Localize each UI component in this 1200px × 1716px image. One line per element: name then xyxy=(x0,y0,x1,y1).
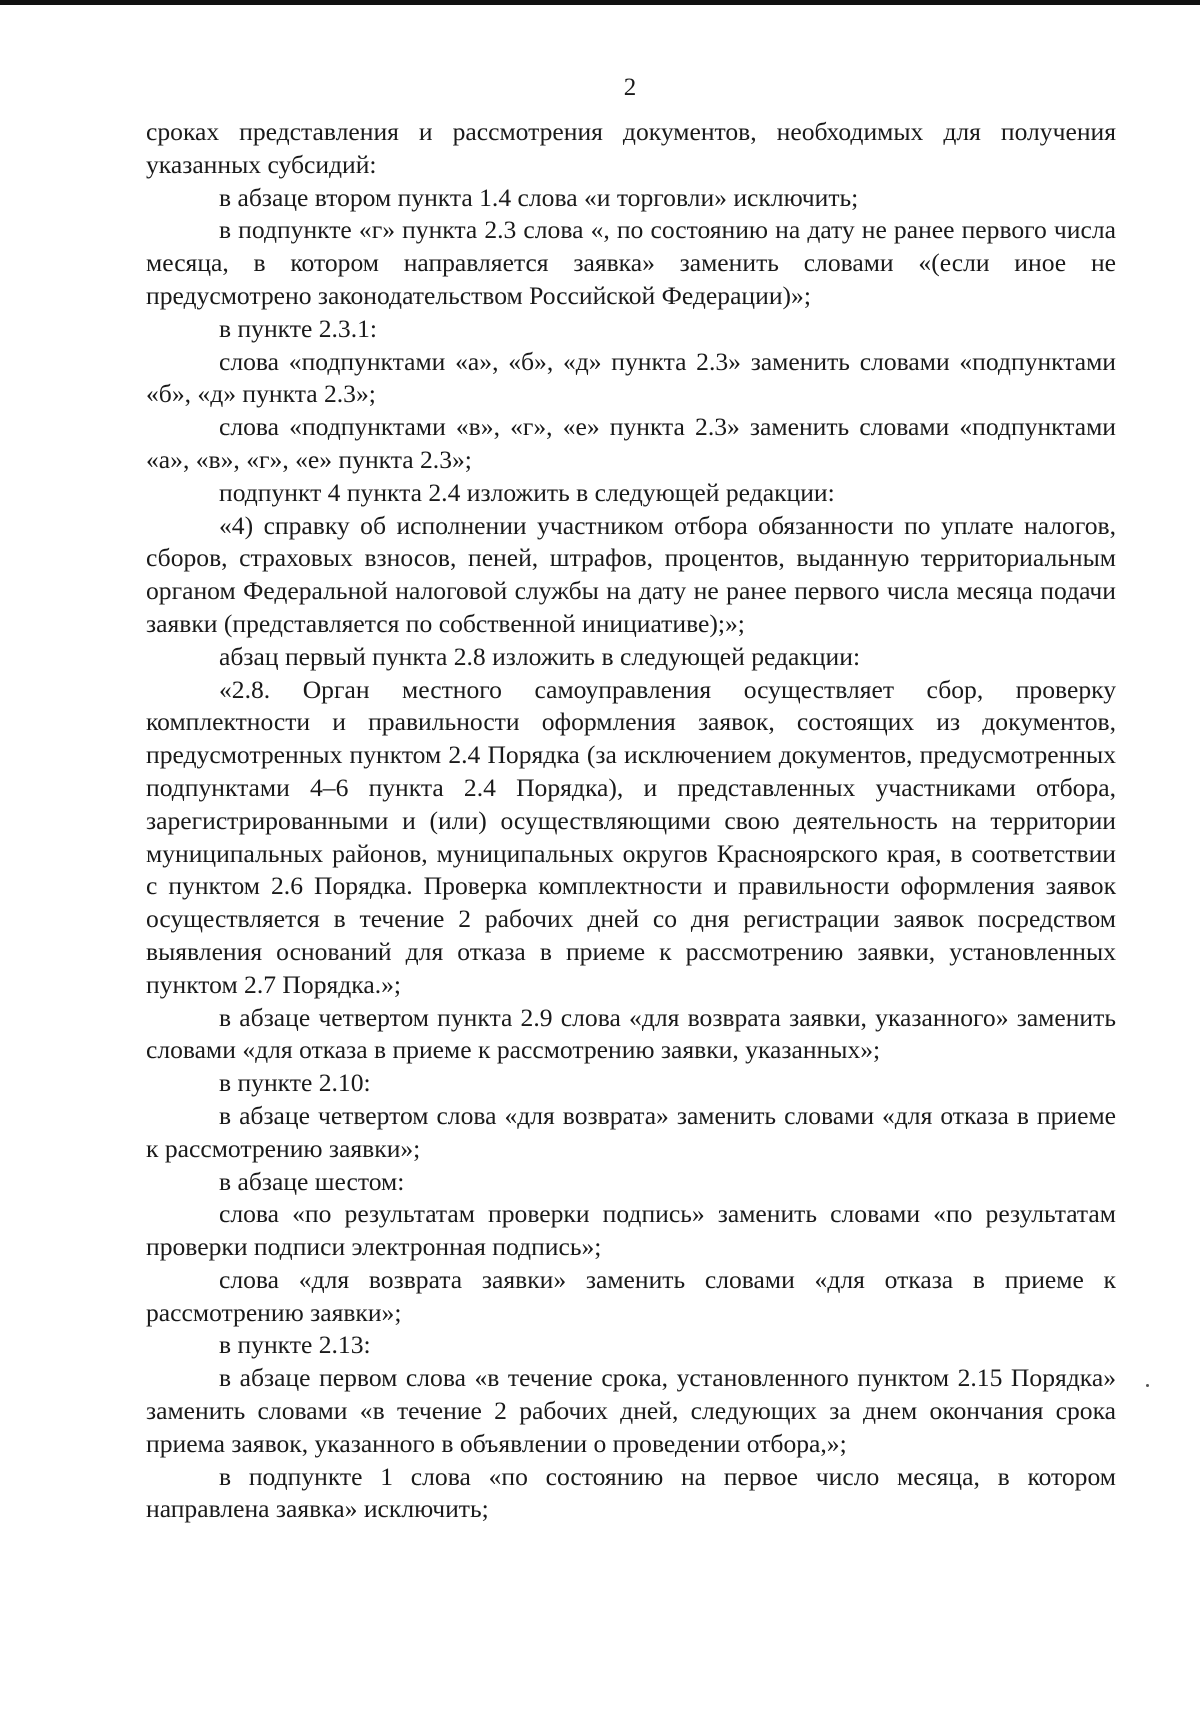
paragraph: в подпункте 1 слова «по состоянию на первое число месяца, в котором направлена заявка» исключить; xyxy=(146,1461,1116,1524)
paragraph: слова «по результатам проверки подпись» заменить словами «по результатам проверки подписи электронная подпись»; xyxy=(146,1199,1116,1262)
paragraph: в абзаце первом слова «в течение срока, установленного пунктом 2.15 Порядка» заменить словами «в течение 2 рабочих дней, следующих за днем окончания срока приема заявок, указанного в объявлении о проведении отбора,»; xyxy=(146,1363,1116,1458)
paragraph: «4) справку об исполнении участником отбора обязанности по уплате налогов, сборов, страховых взносов, пеней, штрафов, процентов, выданную территориальным органом Федеральной налоговой службы на дату не ранее первого числа месяца подачи заявки (представляется по собственной инициативе);»; xyxy=(146,510,1116,638)
document-body xyxy=(146,116,1116,1526)
scan-top-edge xyxy=(0,0,1200,5)
paragraph: в пункте 2.13: xyxy=(219,1330,371,1360)
paragraph: в абзаце шестом: xyxy=(219,1166,405,1196)
paragraph: слова «подпунктами «в», «г», «е» пункта 2.3» заменить словами «подпунктами «а», «в», «г», «е» пункта 2.3»; xyxy=(146,412,1116,474)
paragraph: слова «подпунктами «а», «б», «д» пункта 2.3» заменить словами «подпунктами «б», «д» пункта 2.3»; xyxy=(146,346,1116,409)
paragraph: в абзаце четвертом пункта 2.9 слова «для возврата заявки, указанного» заменить словами «для отказа в приеме к рассмотрению заявки, указанных»; xyxy=(146,1002,1116,1065)
paragraph: в пункте 2.10: xyxy=(219,1068,371,1098)
paragraph: в абзаце четвертом слова «для возврата» заменить словами «для отказа в приеме к рассмотрению заявки»; xyxy=(146,1100,1116,1163)
paragraph: сроках представления и рассмотрения документов, необходимых для получения указанных субсидий: xyxy=(146,117,1116,179)
paragraph: в абзаце втором пункта 1.4 слова «и торговли» исключить; xyxy=(219,182,859,212)
paragraph: в подпункте «г» пункта 2.3 слова «, по состоянию на дату не ранее первого числа месяца, в котором направляется заявка» заменить словами «(если иное не предусмотрено законодательством Российской Федерации)»; xyxy=(146,215,1116,310)
paragraph: подпункт 4 пункта 2.4 изложить в следующей редакции: xyxy=(219,477,835,507)
paragraph: слова «для возврата заявки» заменить словами «для отказа в приеме к рассмотрению заявки»; xyxy=(146,1264,1116,1327)
page-number: 2 xyxy=(623,74,637,101)
scan-speck xyxy=(1146,1384,1149,1387)
paragraph: «2.8. Орган местного самоуправления осуществляет сбор, проверку комплектности и правильности оформления заявок, состоящих из документов, предусмотренных пунктом 2.4 Порядка (за исключением документов, предусмотренных подпунктами 4–6 пункта 2.4 Порядка), и представленных участниками отбора, зарегистрированными и (или) осуществляющими свою деятельность на территории муниципальных районов, муниципальных округов Красноярского края, в соответствии с пунктом 2.6 Порядка. Проверка комплектности и правильности оформления заявок осуществляется в течение 2 рабочих дней со дня регистрации заявок посредством выявления оснований для отказа в приеме к рассмотрению заявки, установленных пунктом 2.7 Порядка.»; xyxy=(146,674,1116,999)
paragraph: в пункте 2.3.1: xyxy=(219,313,378,343)
paragraph: абзац первый пункта 2.8 изложить в следующей редакции: xyxy=(219,641,861,671)
